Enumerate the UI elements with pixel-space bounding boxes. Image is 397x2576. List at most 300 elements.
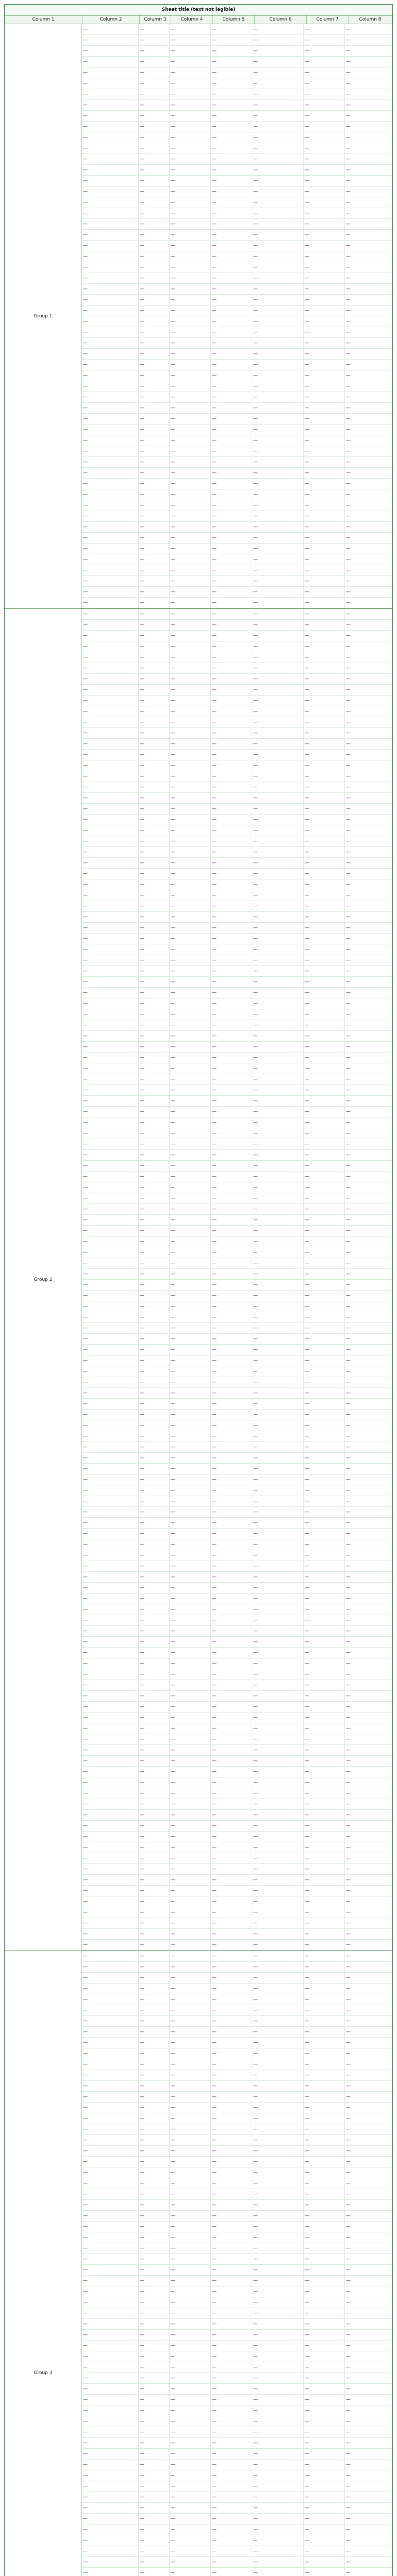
table-cell: —	[345, 565, 392, 575]
table-cell: —	[345, 1507, 392, 1517]
table-cell: —	[252, 1388, 304, 1398]
table-cell: —	[211, 1886, 252, 1896]
table-cell: —	[170, 1464, 211, 1474]
table-cell: —	[304, 1810, 345, 1820]
table-row	[82, 1312, 392, 1323]
table-cell: —	[252, 1182, 304, 1193]
table-cell: —	[252, 100, 304, 110]
table-row	[82, 955, 392, 966]
table-cell: —	[211, 1962, 252, 1972]
table-row	[82, 1475, 392, 1485]
table-cell: —	[82, 1226, 139, 1236]
table-cell: —	[82, 988, 139, 998]
table-cell: —	[252, 1334, 304, 1344]
table-cell: —	[170, 1767, 211, 1777]
table-cell: —	[170, 890, 211, 901]
table-cell: —	[82, 533, 139, 543]
table-cell: —	[139, 565, 170, 575]
table-cell: —	[139, 1799, 170, 1809]
table-cell: —	[211, 1291, 252, 1301]
table-row	[82, 1886, 392, 1896]
table-cell: —	[170, 2135, 211, 2145]
table-cell: —	[304, 1518, 345, 1528]
table-cell: —	[170, 2146, 211, 2156]
table-cell: —	[252, 1637, 304, 1647]
table-cell: —	[211, 890, 252, 901]
table-cell: —	[211, 132, 252, 143]
table-cell: —	[139, 2416, 170, 2427]
table-row	[82, 998, 392, 1009]
table-cell: —	[345, 2535, 392, 2546]
row-group	[5, 24, 392, 609]
table-cell: —	[82, 1842, 139, 1853]
table-cell: —	[139, 2038, 170, 2048]
table-row	[82, 2460, 392, 2470]
table-cell: —	[139, 1713, 170, 1723]
table-cell: —	[82, 1150, 139, 1160]
table-cell: —	[82, 208, 139, 218]
table-cell: —	[139, 2470, 170, 2481]
table-cell: —	[139, 760, 170, 771]
table-cell: —	[252, 2070, 304, 2080]
table-cell: —	[139, 165, 170, 175]
table-cell: —	[139, 858, 170, 868]
table-row	[82, 78, 392, 89]
table-cell: —	[170, 1702, 211, 1712]
table-cell: —	[304, 1626, 345, 1636]
table-cell: —	[252, 2016, 304, 2026]
table-row	[82, 2124, 392, 2135]
table-cell: —	[211, 1539, 252, 1550]
table-cell: —	[345, 2124, 392, 2134]
table-cell: —	[139, 2481, 170, 2492]
table-cell: —	[82, 2124, 139, 2134]
table-cell: —	[82, 836, 139, 846]
table-cell: —	[304, 998, 345, 1009]
table-cell: —	[139, 2157, 170, 2167]
table-cell: —	[304, 2362, 345, 2372]
table-cell: —	[139, 2308, 170, 2318]
table-cell: —	[82, 2297, 139, 2308]
table-cell: —	[304, 425, 345, 435]
table-cell: —	[82, 1431, 139, 1442]
table-cell: —	[304, 1734, 345, 1744]
table-row	[82, 370, 392, 381]
table-cell: —	[345, 1896, 392, 1907]
table-cell: —	[252, 2503, 304, 2513]
table-cell: —	[252, 1962, 304, 1972]
table-row	[82, 977, 392, 988]
table-cell: —	[139, 2460, 170, 2470]
table-row	[82, 111, 392, 122]
table-cell: —	[82, 2081, 139, 2091]
table-cell: —	[252, 2103, 304, 2113]
table-cell: —	[139, 2449, 170, 2459]
table-row	[82, 576, 392, 587]
table-cell: —	[345, 1431, 392, 1442]
table-cell: —	[139, 273, 170, 283]
table-cell: —	[252, 132, 304, 143]
table-cell: —	[304, 2081, 345, 2091]
table-cell: —	[82, 2113, 139, 2124]
table-cell: —	[252, 1301, 304, 1312]
table-cell: —	[252, 1020, 304, 1030]
table-cell: —	[211, 674, 252, 684]
table-cell: —	[82, 576, 139, 586]
table-cell: —	[252, 1291, 304, 1301]
table-cell: —	[304, 869, 345, 879]
table-cell: —	[345, 1907, 392, 1918]
table-cell: —	[345, 760, 392, 771]
table-cell: —	[139, 1951, 170, 1961]
table-cell: —	[304, 176, 345, 186]
table-cell: —	[252, 1680, 304, 1690]
table-cell: —	[139, 609, 170, 619]
table-cell: —	[139, 2557, 170, 2567]
table-row	[82, 2135, 392, 2146]
table-cell: —	[211, 2189, 252, 2199]
table-cell: —	[139, 890, 170, 901]
table-cell: —	[304, 641, 345, 652]
table-cell: —	[304, 522, 345, 532]
table-cell: —	[170, 1334, 211, 1344]
table-cell: —	[304, 219, 345, 229]
table-cell: —	[211, 295, 252, 305]
table-cell: —	[211, 1345, 252, 1355]
table-cell: —	[345, 1723, 392, 1734]
table-cell: —	[345, 1345, 392, 1355]
table-cell: —	[211, 2286, 252, 2297]
table-cell: —	[345, 1334, 392, 1344]
table-cell: —	[211, 1994, 252, 2005]
table-row	[82, 641, 392, 652]
table-cell: —	[252, 35, 304, 45]
table-cell: —	[139, 2092, 170, 2102]
table-cell: —	[304, 2232, 345, 2243]
table-row	[82, 1236, 392, 1247]
table-row	[82, 2362, 392, 2373]
table-cell: —	[170, 89, 211, 99]
table-cell: —	[82, 1107, 139, 1117]
table-cell: —	[304, 67, 345, 78]
table-cell: —	[345, 2189, 392, 2199]
table-cell: —	[345, 2308, 392, 2318]
table-cell: —	[82, 2568, 139, 2576]
table-cell: —	[252, 998, 304, 1009]
table-cell: —	[211, 2243, 252, 2253]
table-cell: —	[345, 414, 392, 424]
table-cell: —	[170, 2222, 211, 2232]
table-cell: —	[304, 2308, 345, 2318]
table-cell: —	[139, 2297, 170, 2308]
table-cell: —	[304, 576, 345, 586]
table-cell: —	[304, 1042, 345, 1052]
table-cell: —	[304, 2481, 345, 2492]
table-cell: —	[304, 327, 345, 337]
table-cell: —	[82, 2265, 139, 2275]
table-cell: —	[304, 1864, 345, 1874]
table-cell: —	[170, 1269, 211, 1279]
table-cell: —	[139, 836, 170, 846]
table-cell: —	[345, 122, 392, 132]
table-cell: —	[139, 544, 170, 554]
table-cell: —	[211, 78, 252, 89]
table-cell: —	[170, 576, 211, 586]
table-cell: —	[170, 750, 211, 760]
table-cell: —	[211, 1269, 252, 1279]
table-cell: —	[82, 1377, 139, 1387]
table-cell: —	[170, 1431, 211, 1442]
table-cell: —	[139, 57, 170, 67]
table-row	[82, 2373, 392, 2384]
table-cell: —	[211, 1669, 252, 1680]
table-cell: —	[82, 2092, 139, 2102]
table-cell: —	[139, 1745, 170, 1755]
table-cell: —	[304, 273, 345, 283]
table-cell: —	[139, 2243, 170, 2253]
table-cell: —	[304, 1226, 345, 1236]
table-cell: —	[345, 1886, 392, 1896]
table-cell: —	[252, 208, 304, 218]
table-cell: —	[82, 1269, 139, 1279]
table-cell: —	[304, 122, 345, 132]
table-cell: —	[170, 165, 211, 175]
table-cell: —	[304, 479, 345, 489]
table-cell: —	[170, 2535, 211, 2546]
table-cell: —	[345, 2167, 392, 2178]
table-cell: —	[170, 316, 211, 327]
table-cell: —	[211, 1117, 252, 1128]
table-cell: —	[252, 1821, 304, 1831]
table-cell: —	[345, 598, 392, 608]
table-row	[82, 793, 392, 804]
table-cell: —	[170, 1355, 211, 1366]
table-row	[82, 1875, 392, 1886]
table-row	[82, 2308, 392, 2319]
table-cell: —	[304, 1464, 345, 1474]
table-row	[82, 414, 392, 425]
table-cell: —	[139, 1334, 170, 1344]
table-cell: —	[345, 1842, 392, 1853]
table-row	[82, 1085, 392, 1096]
table-cell: —	[252, 750, 304, 760]
table-cell: —	[252, 2308, 304, 2318]
table-cell: —	[139, 435, 170, 446]
table-cell: —	[170, 587, 211, 597]
table-cell: —	[252, 1204, 304, 1214]
table-cell: —	[82, 598, 139, 608]
table-cell: —	[82, 1875, 139, 1885]
table-cell: —	[252, 879, 304, 890]
table-cell: —	[345, 858, 392, 868]
table-cell: —	[170, 2167, 211, 2178]
table-cell: —	[82, 717, 139, 727]
table-cell: —	[139, 1485, 170, 1496]
table-cell: —	[139, 392, 170, 402]
table-cell: —	[211, 1247, 252, 1258]
table-cell: —	[82, 1810, 139, 1820]
table-cell: —	[139, 1907, 170, 1918]
table-cell: —	[82, 500, 139, 511]
table-cell: —	[211, 836, 252, 846]
table-cell: —	[170, 414, 211, 424]
table-cell: —	[139, 284, 170, 294]
table-cell: —	[345, 1767, 392, 1777]
table-cell: —	[82, 2470, 139, 2481]
table-cell: —	[170, 349, 211, 359]
table-cell: —	[82, 2005, 139, 2015]
table-cell: —	[139, 674, 170, 684]
table-cell: —	[345, 468, 392, 478]
table-row	[82, 1572, 392, 1583]
table-cell: —	[304, 1604, 345, 1615]
table-cell: —	[304, 858, 345, 868]
table-cell: —	[170, 1973, 211, 1983]
table-cell: —	[252, 1745, 304, 1755]
table-cell: —	[345, 782, 392, 792]
table-cell: —	[252, 2254, 304, 2264]
table-row	[82, 468, 392, 479]
table-cell: —	[170, 1886, 211, 1896]
table-cell: —	[252, 760, 304, 771]
table-cell: —	[82, 1042, 139, 1052]
table-row	[82, 1669, 392, 1680]
table-cell: —	[211, 2276, 252, 2286]
table-cell: —	[304, 1139, 345, 1149]
table-cell: —	[82, 2460, 139, 2470]
table-cell: —	[170, 1842, 211, 1853]
table-cell: —	[170, 1907, 211, 1918]
table-cell: —	[82, 1247, 139, 1258]
table-row	[82, 2492, 392, 2503]
table-row	[82, 815, 392, 825]
table-cell: —	[170, 143, 211, 154]
table-cell: —	[304, 2167, 345, 2178]
table-cell: —	[170, 1734, 211, 1744]
table-cell: —	[252, 1658, 304, 1669]
table-row	[82, 1074, 392, 1085]
table-cell: —	[139, 1529, 170, 1539]
table-cell: —	[304, 1280, 345, 1290]
table-row	[82, 1680, 392, 1691]
table-row	[82, 1345, 392, 1355]
table-cell: —	[170, 2557, 211, 2567]
table-cell: —	[345, 100, 392, 110]
table-cell: —	[82, 1301, 139, 1312]
table-cell: —	[304, 1161, 345, 1171]
table-cell: —	[345, 284, 392, 294]
table-cell: —	[304, 1832, 345, 1842]
table-cell: —	[345, 2048, 392, 2059]
table-cell: —	[170, 522, 211, 532]
table-cell: —	[170, 609, 211, 619]
table-cell: —	[139, 2167, 170, 2178]
table-cell: —	[139, 1204, 170, 1214]
table-cell: —	[82, 1063, 139, 1074]
table-cell: —	[304, 468, 345, 478]
table-cell: —	[211, 587, 252, 597]
table-cell: —	[82, 89, 139, 99]
table-cell: —	[139, 1312, 170, 1323]
table-cell: —	[211, 1594, 252, 1604]
table-cell: —	[304, 1962, 345, 1972]
table-cell: —	[82, 663, 139, 673]
table-cell: —	[304, 1507, 345, 1517]
table-cell: —	[252, 739, 304, 749]
table-cell: —	[345, 728, 392, 738]
table-cell: —	[170, 1063, 211, 1074]
table-row	[82, 2427, 392, 2438]
table-cell: —	[82, 1085, 139, 1095]
table-cell: —	[82, 1236, 139, 1247]
table-cell: —	[139, 67, 170, 78]
table-cell: —	[304, 923, 345, 933]
table-cell: —	[211, 2048, 252, 2059]
table-cell: —	[211, 2546, 252, 2556]
table-cell: —	[345, 2341, 392, 2351]
table-cell: —	[82, 1669, 139, 1680]
table-cell: —	[304, 295, 345, 305]
table-cell: —	[170, 251, 211, 262]
table-cell: —	[82, 1984, 139, 1994]
table-cell: —	[345, 2470, 392, 2481]
table-cell: —	[211, 2070, 252, 2080]
table-cell: —	[170, 631, 211, 641]
table-cell: —	[211, 1799, 252, 1809]
table-cell: —	[170, 78, 211, 89]
table-cell: —	[345, 2351, 392, 2362]
table-row	[82, 2330, 392, 2341]
table-cell: —	[345, 663, 392, 673]
table-cell: —	[211, 2535, 252, 2546]
table-cell: —	[82, 1767, 139, 1777]
table-cell: —	[82, 1388, 139, 1398]
table-cell: —	[345, 360, 392, 370]
table-cell: —	[139, 1280, 170, 1290]
table-cell: —	[211, 934, 252, 944]
table-row	[82, 1810, 392, 1821]
table-cell: —	[211, 1572, 252, 1582]
table-cell: —	[252, 1810, 304, 1820]
table-cell: —	[170, 739, 211, 749]
table-cell: —	[82, 165, 139, 175]
table-cell: —	[82, 2038, 139, 2048]
table-cell: —	[304, 89, 345, 99]
table-cell: —	[211, 327, 252, 337]
table-cell: —	[170, 1323, 211, 1333]
table-cell: —	[211, 544, 252, 554]
table-cell: —	[139, 793, 170, 803]
table-cell: —	[139, 100, 170, 110]
table-cell: —	[82, 425, 139, 435]
table-cell: —	[252, 187, 304, 197]
table-cell: —	[252, 230, 304, 240]
row-group-label: Group 1	[5, 24, 82, 608]
table-cell: —	[82, 414, 139, 424]
table-cell: —	[252, 1604, 304, 1615]
table-row	[82, 306, 392, 316]
table-cell: —	[82, 122, 139, 132]
table-cell: —	[304, 609, 345, 619]
table-cell: —	[82, 338, 139, 348]
table-cell: —	[211, 1691, 252, 1701]
table-cell: —	[211, 2557, 252, 2567]
table-row	[82, 2514, 392, 2524]
table-cell: —	[82, 1973, 139, 1983]
table-cell: —	[82, 2211, 139, 2221]
table-cell: —	[170, 425, 211, 435]
table-cell: —	[139, 132, 170, 143]
